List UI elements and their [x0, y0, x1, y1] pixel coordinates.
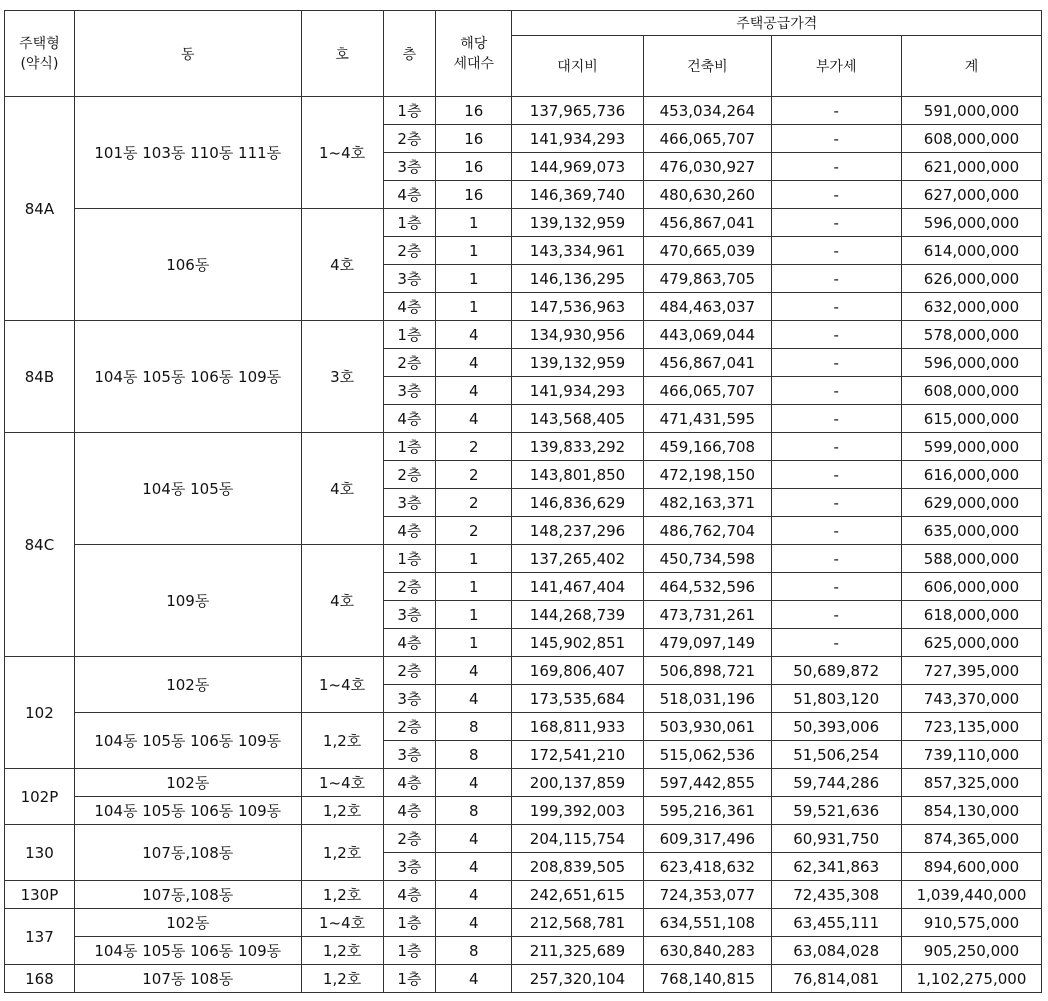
cell-floor: 1층 [383, 545, 436, 573]
cell-total: 596,000,000 [901, 349, 1042, 377]
cell-vat: - [771, 125, 901, 153]
header-price-group: 주택공급가격 [512, 11, 1042, 36]
cell-vat: 63,455,111 [771, 909, 901, 937]
cell-floor: 2층 [383, 573, 436, 601]
cell-ho: 4호 [301, 209, 383, 321]
table-row [5, 321, 1048, 349]
cell-vat: - [771, 153, 901, 181]
cell-land: 134,930,956 [512, 321, 644, 349]
cell-dong: 102동 [74, 769, 301, 797]
table-edge [1042, 125, 1048, 153]
cell-units: 4 [436, 321, 512, 349]
cell-total: 627,000,000 [901, 181, 1042, 209]
cell-type: 84B [5, 321, 75, 433]
cell-build: 595,216,361 [643, 797, 771, 825]
table-edge [1042, 461, 1048, 489]
cell-total: 874,365,000 [901, 825, 1042, 853]
cell-type: 130 [5, 825, 75, 881]
cell-land: 146,836,629 [512, 489, 644, 517]
cell-floor: 4층 [383, 293, 436, 321]
cell-vat: - [771, 265, 901, 293]
cell-type: 84A [5, 97, 75, 321]
cell-units: 8 [436, 741, 512, 769]
cell-vat: - [771, 209, 901, 237]
cell-land: 143,568,405 [512, 405, 644, 433]
cell-vat: - [771, 629, 901, 657]
cell-total: 625,000,000 [901, 629, 1042, 657]
cell-total: 743,370,000 [901, 685, 1042, 713]
cell-build: 450,734,598 [643, 545, 771, 573]
table-row [5, 433, 1048, 461]
table-edge [1042, 741, 1048, 769]
cell-land: 144,969,073 [512, 153, 644, 181]
cell-units: 4 [436, 825, 512, 853]
header-vat: 부가세 [771, 36, 901, 97]
cell-vat: - [771, 181, 901, 209]
cell-total: 599,000,000 [901, 433, 1042, 461]
cell-dong: 102동 [74, 909, 301, 937]
cell-land: 168,811,933 [512, 713, 644, 741]
cell-dong: 104동 105동 106동 109동 [74, 937, 301, 965]
cell-vat: 51,803,120 [771, 685, 901, 713]
cell-build: 443,069,044 [643, 321, 771, 349]
cell-type: 84C [5, 433, 75, 657]
table-edge [1042, 545, 1048, 573]
housing-price-table [4, 10, 1048, 993]
cell-vat: 51,506,254 [771, 741, 901, 769]
cell-units: 4 [436, 349, 512, 377]
cell-dong: 104동 105동 106동 109동 [74, 713, 301, 769]
cell-vat: - [771, 405, 901, 433]
cell-units: 1 [436, 629, 512, 657]
cell-dong: 107동,108동 [74, 881, 301, 909]
cell-floor: 3층 [383, 685, 436, 713]
table-edge [1042, 881, 1048, 909]
table-edge [1042, 153, 1048, 181]
cell-units: 16 [436, 181, 512, 209]
cell-units: 16 [436, 153, 512, 181]
cell-land: 148,237,296 [512, 517, 644, 545]
cell-units: 16 [436, 125, 512, 153]
cell-units: 4 [436, 881, 512, 909]
cell-land: 141,467,404 [512, 573, 644, 601]
cell-land: 199,392,003 [512, 797, 644, 825]
cell-build: 456,867,041 [643, 349, 771, 377]
cell-build: 456,867,041 [643, 209, 771, 237]
cell-total: 615,000,000 [901, 405, 1042, 433]
cell-type: 168 [5, 965, 75, 993]
cell-floor: 3층 [383, 601, 436, 629]
table-edge [1042, 181, 1048, 209]
table-edge [1042, 265, 1048, 293]
cell-build: 471,431,595 [643, 405, 771, 433]
cell-ho: 4호 [301, 545, 383, 657]
cell-vat: 50,393,006 [771, 713, 901, 741]
cell-ho: 1,2호 [301, 713, 383, 769]
cell-vat: - [771, 601, 901, 629]
cell-dong: 107동 108동 [74, 965, 301, 993]
header-ho: 호 [301, 11, 383, 97]
cell-vat: - [771, 433, 901, 461]
cell-build: 470,665,039 [643, 237, 771, 265]
cell-land: 204,115,754 [512, 825, 644, 853]
cell-floor: 4층 [383, 405, 436, 433]
cell-land: 172,541,210 [512, 741, 644, 769]
cell-build: 476,030,927 [643, 153, 771, 181]
cell-floor: 1층 [383, 965, 436, 993]
cell-land: 139,132,959 [512, 349, 644, 377]
cell-build: 473,731,261 [643, 601, 771, 629]
cell-vat: - [771, 293, 901, 321]
cell-units: 4 [436, 685, 512, 713]
cell-total: 596,000,000 [901, 209, 1042, 237]
price-table-body [5, 97, 1048, 993]
table-edge [1042, 377, 1048, 405]
cell-units: 2 [436, 517, 512, 545]
cell-vat: - [771, 461, 901, 489]
cell-units: 2 [436, 433, 512, 461]
cell-land: 146,369,740 [512, 181, 644, 209]
cell-floor: 4층 [383, 181, 436, 209]
cell-type: 137 [5, 909, 75, 965]
cell-floor: 2층 [383, 657, 436, 685]
cell-floor: 1층 [383, 321, 436, 349]
table-edge [1042, 853, 1048, 881]
cell-vat: - [771, 545, 901, 573]
cell-vat: 62,341,863 [771, 853, 901, 881]
cell-land: 141,934,293 [512, 125, 644, 153]
cell-ho: 1~4호 [301, 909, 383, 937]
cell-floor: 3층 [383, 153, 436, 181]
cell-vat: - [771, 97, 901, 125]
cell-total: 626,000,000 [901, 265, 1042, 293]
cell-vat: 50,689,872 [771, 657, 901, 685]
cell-dong: 109동 [74, 545, 301, 657]
cell-vat: 63,084,028 [771, 937, 901, 965]
cell-total: 629,000,000 [901, 489, 1042, 517]
table-row [5, 657, 1048, 685]
cell-total: 854,130,000 [901, 797, 1042, 825]
cell-units: 8 [436, 937, 512, 965]
cell-total: 1,102,275,000 [901, 965, 1042, 993]
cell-dong: 104동 105동 106동 109동 [74, 797, 301, 825]
table-edge [1042, 349, 1048, 377]
header-build: 건축비 [643, 36, 771, 97]
cell-build: 472,198,150 [643, 461, 771, 489]
cell-ho: 1~4호 [301, 97, 383, 209]
cell-units: 1 [436, 573, 512, 601]
cell-build: 506,898,721 [643, 657, 771, 685]
table-edge [1042, 573, 1048, 601]
cell-vat: - [771, 349, 901, 377]
cell-units: 1 [436, 545, 512, 573]
cell-build: 630,840,283 [643, 937, 771, 965]
table-edge [1042, 797, 1048, 825]
cell-total: 910,575,000 [901, 909, 1042, 937]
cell-units: 4 [436, 909, 512, 937]
cell-ho: 1,2호 [301, 965, 383, 993]
table-edge [1042, 405, 1048, 433]
cell-vat: 72,435,308 [771, 881, 901, 909]
cell-build: 634,551,108 [643, 909, 771, 937]
table-edge [1042, 965, 1048, 993]
cell-build: 464,532,596 [643, 573, 771, 601]
header-dong: 동 [74, 11, 301, 97]
cell-ho: 1,2호 [301, 825, 383, 881]
table-edge [1042, 209, 1048, 237]
cell-total: 578,000,000 [901, 321, 1042, 349]
cell-floor: 3층 [383, 489, 436, 517]
table-edge [1042, 769, 1048, 797]
cell-total: 618,000,000 [901, 601, 1042, 629]
cell-units: 16 [436, 97, 512, 125]
cell-dong: 106동 [74, 209, 301, 321]
table-edge [1042, 825, 1048, 853]
cell-floor: 2층 [383, 349, 436, 377]
header-floor: 층 [383, 11, 436, 97]
cell-land: 208,839,505 [512, 853, 644, 881]
cell-land: 143,334,961 [512, 237, 644, 265]
cell-land: 146,136,295 [512, 265, 644, 293]
table-edge [1042, 433, 1048, 461]
cell-build: 480,630,260 [643, 181, 771, 209]
cell-build: 503,930,061 [643, 713, 771, 741]
cell-floor: 3층 [383, 741, 436, 769]
cell-land: 242,651,615 [512, 881, 644, 909]
cell-vat: - [771, 377, 901, 405]
cell-total: 616,000,000 [901, 461, 1042, 489]
cell-units: 4 [436, 853, 512, 881]
cell-floor: 3층 [383, 265, 436, 293]
cell-land: 145,902,851 [512, 629, 644, 657]
table-row [5, 97, 1048, 125]
cell-ho: 1,2호 [301, 937, 383, 965]
cell-total: 894,600,000 [901, 853, 1042, 881]
cell-units: 2 [436, 461, 512, 489]
cell-land: 137,265,402 [512, 545, 644, 573]
header-type: 주택형 (약식) [5, 11, 75, 97]
cell-units: 4 [436, 405, 512, 433]
cell-total: 608,000,000 [901, 377, 1042, 405]
cell-total: 621,000,000 [901, 153, 1042, 181]
cell-total: 588,000,000 [901, 545, 1042, 573]
cell-units: 1 [436, 237, 512, 265]
cell-dong: 101동 103동 110동 111동 [74, 97, 301, 209]
table-row [5, 881, 1048, 909]
header-land: 대지비 [512, 36, 644, 97]
cell-floor: 1층 [383, 97, 436, 125]
cell-floor: 4층 [383, 797, 436, 825]
cell-units: 8 [436, 797, 512, 825]
table-edge [1042, 657, 1048, 685]
cell-floor: 1층 [383, 209, 436, 237]
cell-build: 515,062,536 [643, 741, 771, 769]
table-row [5, 937, 1048, 965]
cell-build: 724,353,077 [643, 881, 771, 909]
cell-land: 200,137,859 [512, 769, 644, 797]
cell-dong: 102동 [74, 657, 301, 713]
table-edge [1042, 97, 1048, 125]
cell-units: 1 [436, 601, 512, 629]
cell-type: 102P [5, 769, 75, 825]
cell-build: 518,031,196 [643, 685, 771, 713]
cell-vat: 59,744,286 [771, 769, 901, 797]
cell-floor: 2층 [383, 713, 436, 741]
cell-vat: - [771, 573, 901, 601]
cell-land: 139,132,959 [512, 209, 644, 237]
cell-land: 141,934,293 [512, 377, 644, 405]
cell-units: 1 [436, 209, 512, 237]
table-row [5, 769, 1048, 797]
cell-vat: - [771, 237, 901, 265]
cell-build: 466,065,707 [643, 125, 771, 153]
cell-land: 139,833,292 [512, 433, 644, 461]
cell-land: 169,806,407 [512, 657, 644, 685]
table-edge [1042, 489, 1048, 517]
cell-land: 257,320,104 [512, 965, 644, 993]
cell-build: 466,065,707 [643, 377, 771, 405]
cell-units: 1 [436, 265, 512, 293]
cell-total: 739,110,000 [901, 741, 1042, 769]
table-edge [1042, 937, 1048, 965]
cell-units: 4 [436, 377, 512, 405]
cell-floor: 1층 [383, 937, 436, 965]
cell-type: 130P [5, 881, 75, 909]
cell-units: 4 [436, 657, 512, 685]
cell-floor: 4층 [383, 517, 436, 545]
table-edge [1042, 293, 1048, 321]
cell-units: 2 [436, 489, 512, 517]
cell-ho: 4호 [301, 433, 383, 545]
cell-build: 459,166,708 [643, 433, 771, 461]
cell-ho: 3호 [301, 321, 383, 433]
cell-total: 606,000,000 [901, 573, 1042, 601]
cell-land: 143,801,850 [512, 461, 644, 489]
table-edge [1042, 685, 1048, 713]
table-row [5, 713, 1048, 741]
cell-floor: 2층 [383, 237, 436, 265]
header-units: 해당 세대수 [436, 11, 512, 97]
cell-build: 479,097,149 [643, 629, 771, 657]
cell-land: 144,268,739 [512, 601, 644, 629]
table-edge [1042, 909, 1048, 937]
table-row [5, 209, 1048, 237]
cell-total: 614,000,000 [901, 237, 1042, 265]
cell-dong: 107동,108동 [74, 825, 301, 881]
cell-build: 453,034,264 [643, 97, 771, 125]
cell-floor: 2층 [383, 825, 436, 853]
table-row [5, 909, 1048, 937]
cell-floor: 3층 [383, 853, 436, 881]
cell-ho: 1~4호 [301, 657, 383, 713]
table-row [5, 797, 1048, 825]
cell-floor: 4층 [383, 629, 436, 657]
cell-land: 212,568,781 [512, 909, 644, 937]
cell-total: 727,395,000 [901, 657, 1042, 685]
cell-total: 591,000,000 [901, 97, 1042, 125]
cell-land: 211,325,689 [512, 937, 644, 965]
cell-ho: 1,2호 [301, 797, 383, 825]
cell-total: 857,325,000 [901, 769, 1042, 797]
cell-units: 8 [436, 713, 512, 741]
cell-type: 102 [5, 657, 75, 769]
cell-build: 484,463,037 [643, 293, 771, 321]
cell-total: 632,000,000 [901, 293, 1042, 321]
cell-land: 147,536,963 [512, 293, 644, 321]
table-edge [1042, 237, 1048, 265]
cell-vat: - [771, 321, 901, 349]
cell-floor: 2층 [383, 125, 436, 153]
cell-dong: 104동 105동 106동 109동 [74, 321, 301, 433]
cell-land: 137,965,736 [512, 97, 644, 125]
cell-floor: 1층 [383, 909, 436, 937]
cell-dong: 104동 105동 [74, 433, 301, 545]
cell-vat: 60,931,750 [771, 825, 901, 853]
cell-build: 479,863,705 [643, 265, 771, 293]
cell-units: 4 [436, 965, 512, 993]
cell-ho: 1~4호 [301, 769, 383, 797]
cell-total: 1,039,440,000 [901, 881, 1042, 909]
table-edge [1042, 517, 1048, 545]
cell-land: 173,535,684 [512, 685, 644, 713]
cell-total: 723,135,000 [901, 713, 1042, 741]
cell-vat: 76,814,081 [771, 965, 901, 993]
cell-floor: 1층 [383, 433, 436, 461]
cell-floor: 3층 [383, 377, 436, 405]
table-row [5, 825, 1048, 853]
header-total: 계 [901, 36, 1042, 97]
cell-build: 768,140,815 [643, 965, 771, 993]
table-row [5, 545, 1048, 573]
cell-floor: 4층 [383, 769, 436, 797]
table-row [5, 965, 1048, 993]
cell-vat: - [771, 517, 901, 545]
cell-vat: 59,521,636 [771, 797, 901, 825]
cell-ho: 1,2호 [301, 881, 383, 909]
cell-build: 623,418,632 [643, 853, 771, 881]
table-edge [1042, 713, 1048, 741]
cell-build: 482,163,371 [643, 489, 771, 517]
cell-total: 608,000,000 [901, 125, 1042, 153]
table-edge [1042, 321, 1048, 349]
cell-floor: 2층 [383, 461, 436, 489]
cell-total: 635,000,000 [901, 517, 1042, 545]
cell-total: 905,250,000 [901, 937, 1042, 965]
table-edge [1042, 629, 1048, 657]
cell-units: 1 [436, 293, 512, 321]
cell-build: 609,317,496 [643, 825, 771, 853]
cell-units: 4 [436, 769, 512, 797]
cell-build: 486,762,704 [643, 517, 771, 545]
table-edge [1042, 601, 1048, 629]
cell-floor: 4층 [383, 881, 436, 909]
cell-vat: - [771, 489, 901, 517]
cell-build: 597,442,855 [643, 769, 771, 797]
